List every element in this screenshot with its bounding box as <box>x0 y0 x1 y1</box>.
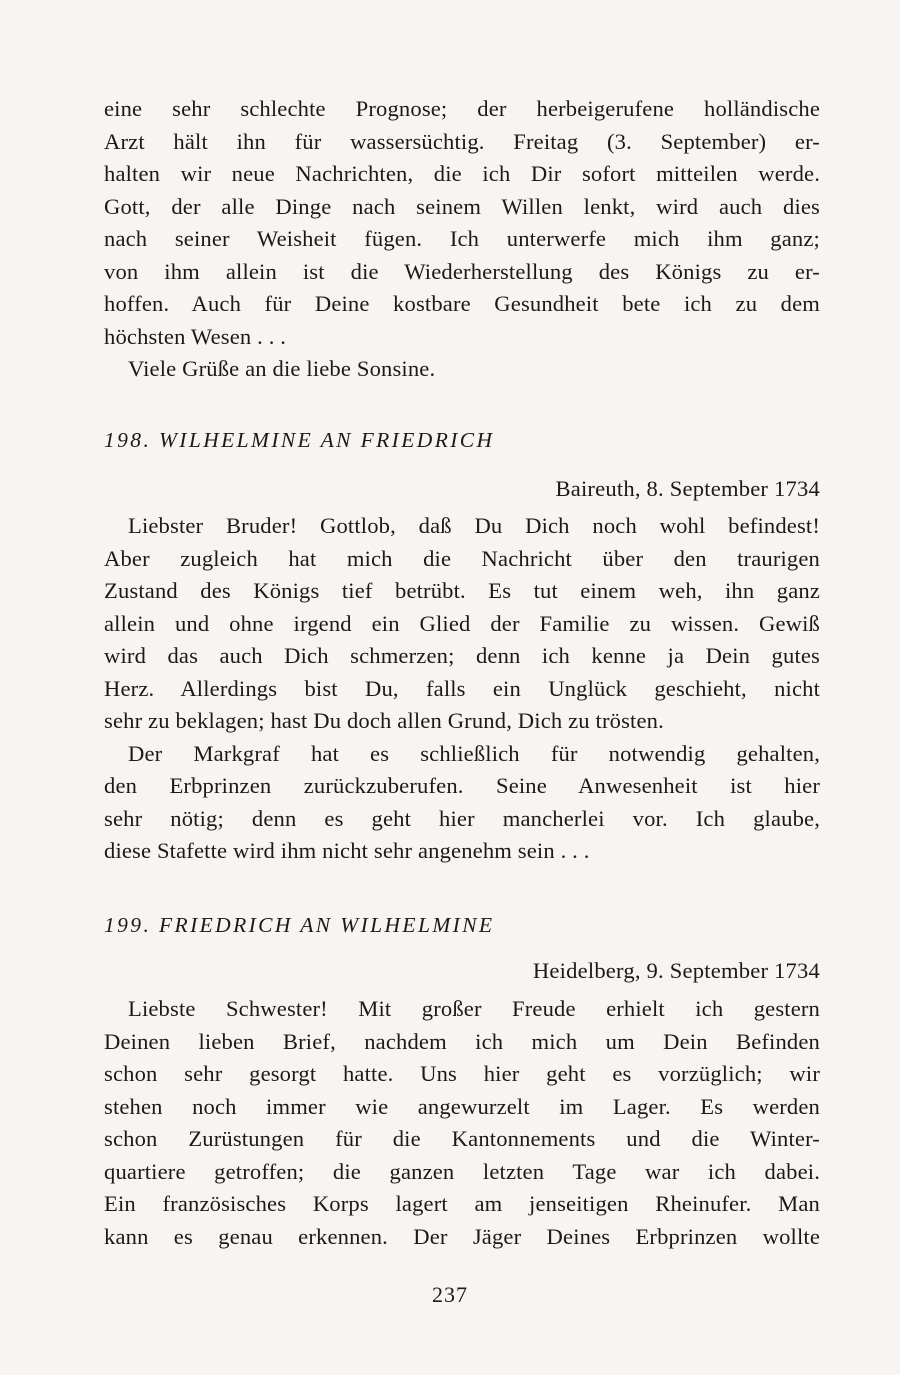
text-line: eine sehr schlechte Prognose; der herbeigerufene holländische <box>104 96 820 121</box>
letter-198-heading: 198. WILHELMINE AN FRIEDRICH <box>104 428 495 452</box>
text-line: höchsten Wesen . . . <box>104 323 287 349</box>
text-line: von ihm allein ist die Wiederherstellung des Königs zu er- <box>104 258 820 284</box>
text-line: halten wir neue Nachrichten, die ich Dir sofort mitteilen werde. <box>104 161 820 186</box>
text-line: hoffen. Auch für Deine kostbare Gesundheit bete ich zu dem <box>104 291 820 316</box>
text-line: Deinen lieben Brief, nachdem ich mich um Dein Befinden <box>104 1028 820 1054</box>
text-line: schon sehr gesorgt hatte. Uns hier geht es vorzüglich; wir <box>104 1061 820 1086</box>
letter-199-heading: 199. FRIEDRICH AN WILHELMINE <box>104 913 495 937</box>
text-line: diese Stafette wird ihm nicht sehr angenehm sein . . . <box>104 838 590 863</box>
text-line: Der Markgraf hat es schließlich für notwendig gehalten, <box>128 740 820 766</box>
letter-198-body <box>104 510 820 868</box>
intro-paragraph <box>104 93 820 386</box>
text-line: schon Zurüstungen für die Kantonnements und die Winter- <box>104 1126 820 1151</box>
text-line: sehr nötig; denn es geht hier mancherlei vor. Ich glaube, <box>104 805 820 831</box>
text-line: Viele Grüße an die liebe Sonsine. <box>128 356 436 381</box>
text-line: Arzt hält ihn für wassersüchtig. Freitag (3. September) er- <box>104 128 820 154</box>
text-line: Zustand des Königs tief betrübt. Es tut einem weh, ihn ganz <box>104 578 820 603</box>
text-line: sehr zu beklagen; hast Du doch allen Grund, Dich zu trösten. <box>104 708 664 733</box>
text-line: Gott, der alle Dinge nach seinem Willen lenkt, wird auch dies <box>104 193 820 219</box>
text-line: den Erbprinzen zurückzuberufen. Seine Anwesenheit ist hier <box>104 773 820 798</box>
text-line: nach seiner Weisheit fügen. Ich unterwerfe mich ihm ganz; <box>104 226 820 251</box>
letter-199-body <box>104 993 820 1253</box>
text-line: kann es genau erkennen. Der Jäger Deines Erbprinzen wollte <box>104 1223 820 1249</box>
text-line: Herz. Allerdings bist Du, falls ein Unglück geschieht, nicht <box>104 675 820 701</box>
text-line: Liebster Bruder! Gottlob, daß Du Dich noch wohl befindest! <box>128 513 820 538</box>
page-number: 237 <box>432 1282 468 1307</box>
text-line: stehen noch immer wie angewurzelt im Lager. Es werden <box>104 1093 820 1119</box>
text-line: Liebste Schwester! Mit großer Freude erhielt ich gestern <box>128 996 820 1021</box>
text-line: allein und ohne irgend ein Glied der Familie zu wissen. Gewiß <box>104 610 820 636</box>
letter-198-dateline: Baireuth, 8. September 1734 <box>555 476 820 501</box>
text-line: wird das auch Dich schmerzen; denn ich kenne ja Dein gutes <box>104 643 820 668</box>
text-line: Aber zugleich hat mich die Nachricht über den traurigen <box>104 545 820 571</box>
text-line: quartiere getroffen; die ganzen letzten Tage war ich dabei. <box>104 1158 820 1184</box>
text-line: Ein französisches Korps lagert am jenseitigen Rheinufer. Man <box>104 1191 820 1216</box>
letter-199-dateline: Heidelberg, 9. September 1734 <box>532 958 820 983</box>
